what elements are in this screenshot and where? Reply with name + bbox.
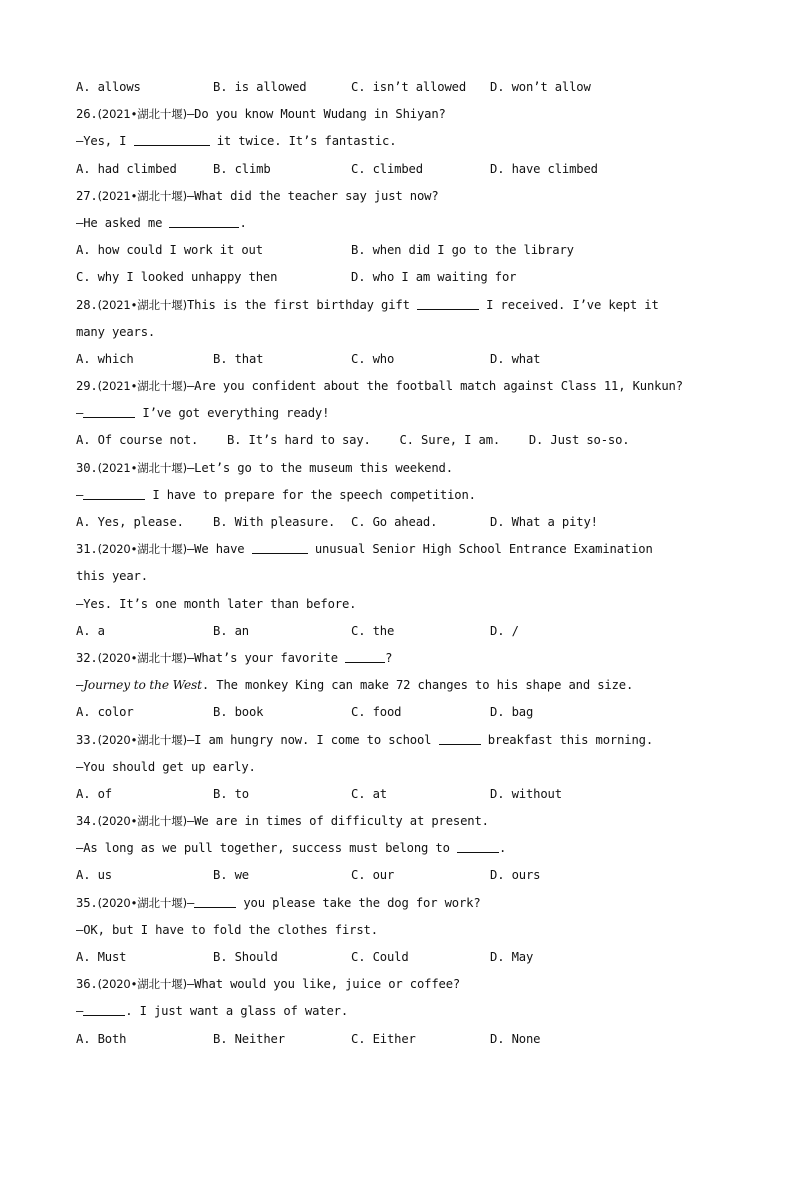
question-source: (2021•湖北十堰) xyxy=(97,460,187,475)
option-c: C. climbed xyxy=(351,161,423,176)
option-b: B. climb xyxy=(213,161,271,176)
answer-blank xyxy=(83,487,145,500)
option-d: D. ours xyxy=(490,868,541,883)
option-b: B. Should xyxy=(213,950,278,964)
option-a: A. us xyxy=(76,868,112,883)
answer-blank xyxy=(439,732,481,745)
q32-stem xyxy=(76,645,726,672)
q26-stem xyxy=(76,101,726,128)
option-a: A. allows xyxy=(76,80,141,94)
answer-blank xyxy=(457,840,499,853)
question-number: 31. xyxy=(76,542,98,557)
reply-text: —As long as we pull together, success must belong to xyxy=(76,841,450,856)
answer-blank xyxy=(417,297,479,310)
option-b: B. is allowed xyxy=(213,80,307,94)
q33-reply: —You should get up early. xyxy=(76,759,256,774)
reply-text: . I just want a glass of water. xyxy=(125,1004,348,1019)
option-b: B. when did I go to the library xyxy=(351,243,574,258)
option-a: A. of xyxy=(76,786,112,801)
option-c: C. Go ahead. xyxy=(351,515,438,529)
option-c: C. Could xyxy=(351,950,409,964)
option-a: A. Yes, please. xyxy=(76,515,184,529)
question-text: —I am hungry now. I come to school xyxy=(186,732,432,747)
option-d: D. without xyxy=(490,786,562,801)
question-number: 33. xyxy=(76,732,98,747)
option-b: B. book xyxy=(213,705,264,720)
option-c: C. our xyxy=(351,868,395,883)
q29-reply xyxy=(76,400,726,427)
option-b: B. Neither xyxy=(213,1031,285,1046)
option-d: D. None xyxy=(490,1031,541,1046)
option-d: D. bag xyxy=(490,705,534,720)
reply-text: — xyxy=(76,678,84,693)
q30-reply xyxy=(76,482,726,509)
option-d: D. May xyxy=(490,950,534,964)
exercise-page xyxy=(76,74,726,1053)
option-b: B. an xyxy=(213,623,249,638)
option-a: A. which xyxy=(76,351,134,366)
q31-reply: —Yes. It’s one month later than before. xyxy=(76,596,357,611)
reply-text: . The monkey King can make 72 changes to his shape and size. xyxy=(201,678,634,693)
answer-blank xyxy=(194,895,236,908)
question-text: —What would you like, juice or coffee? xyxy=(186,977,461,992)
question-text: This is the first birthday gift xyxy=(186,297,410,312)
answer-blank xyxy=(169,215,239,228)
option-a: A. Both xyxy=(76,1031,127,1046)
q31-stem xyxy=(76,536,726,563)
q36-options xyxy=(76,1026,726,1053)
reply-text: I have to prepare for the speech competition. xyxy=(152,487,476,502)
q30-stem xyxy=(76,455,726,482)
question-number: 34. xyxy=(76,814,98,829)
option-c: C. food xyxy=(351,705,402,720)
q35-options xyxy=(76,944,726,971)
option-c: C. who xyxy=(351,351,395,366)
q26-options xyxy=(76,156,726,183)
question-source: (2020•湖北十堰) xyxy=(97,895,187,910)
q30-options xyxy=(76,509,726,536)
option-a: A. how could I work it out xyxy=(76,243,263,258)
option-a: A. Must xyxy=(76,950,127,964)
question-source: (2020•湖北十堰) xyxy=(97,650,187,665)
q33-stem xyxy=(76,727,726,754)
question-text: ? xyxy=(385,650,393,665)
option-c: C. at xyxy=(351,786,387,801)
answer-blank xyxy=(345,650,385,663)
option-b: B. It’s hard to say. xyxy=(226,433,371,448)
q27-options-cd xyxy=(76,264,726,291)
question-text: you please take the dog for work? xyxy=(243,895,481,910)
option-b: B. to xyxy=(213,786,249,801)
question-number: 32. xyxy=(76,650,98,665)
question-number: 27. xyxy=(76,188,98,203)
question-text: I received. I’ve kept it xyxy=(486,297,659,312)
question-number: 26. xyxy=(76,107,98,122)
option-c: C. the xyxy=(351,623,395,638)
option-c: C. Sure, I am. xyxy=(399,433,501,448)
q29-stem xyxy=(76,373,726,400)
question-text: unusual Senior High School Entrance Examination xyxy=(314,542,653,557)
question-number: 29. xyxy=(76,379,98,394)
question-source: (2021•湖北十堰) xyxy=(97,297,187,312)
option-c: C. isn’t allowed xyxy=(351,80,466,94)
option-d: D. / xyxy=(490,623,519,638)
question-text: —We are in times of difficulty at present. xyxy=(186,814,489,829)
question-text: —Let’s go to the museum this weekend. xyxy=(186,460,453,475)
reply-text: — xyxy=(76,1004,84,1019)
q32-reply xyxy=(76,672,726,699)
question-text: —What did the teacher say just now? xyxy=(186,188,439,203)
question-source: (2020•湖北十堰) xyxy=(97,732,187,747)
option-d: D. have climbed xyxy=(490,161,598,176)
question-source: (2021•湖北十堰) xyxy=(97,107,187,122)
book-title: Journey to the West xyxy=(83,678,202,693)
question-source: (2020•湖北十堰) xyxy=(97,814,187,829)
option-a: A. color xyxy=(76,705,134,720)
answer-blank xyxy=(134,133,210,146)
reply-text: — xyxy=(76,406,84,421)
option-c: C. why I looked unhappy then xyxy=(76,270,278,285)
reply-text: . xyxy=(239,215,247,230)
q35-stem xyxy=(76,890,726,917)
option-a: A. had climbed xyxy=(76,161,177,176)
reply-text: —Yes, I xyxy=(76,134,127,149)
q34-reply xyxy=(76,835,726,862)
q35-reply: —OK, but I have to fold the clothes first. xyxy=(76,922,378,937)
question-number: 30. xyxy=(76,460,98,475)
option-b: B. we xyxy=(213,868,249,883)
q25-options xyxy=(76,74,726,101)
option-b: B. With pleasure. xyxy=(213,515,336,529)
q31-options xyxy=(76,618,726,645)
question-number: 36. xyxy=(76,977,98,992)
question-text: —We have xyxy=(186,542,245,557)
q27-reply xyxy=(76,210,726,237)
option-d: D. Just so-so. xyxy=(528,433,630,448)
q28-stem-cont: many years. xyxy=(76,324,156,339)
q34-options xyxy=(76,862,726,889)
reply-text: — xyxy=(76,487,84,502)
q31-stem-cont: this year. xyxy=(76,569,148,584)
q36-stem xyxy=(76,971,726,998)
reply-text: it twice. It’s fantastic. xyxy=(216,134,397,149)
option-d: D. what xyxy=(490,351,541,366)
question-number: 28. xyxy=(76,297,98,312)
option-a: A. a xyxy=(76,623,105,638)
q29-options xyxy=(76,427,726,454)
question-source: (2020•湖北十堰) xyxy=(97,542,187,557)
reply-text: . xyxy=(498,841,507,856)
option-c: C. Either xyxy=(351,1031,416,1046)
q33-options xyxy=(76,781,726,808)
question-number: 35. xyxy=(76,895,98,910)
option-d: D. who I am waiting for xyxy=(351,270,517,285)
reply-text: I’ve got everything ready! xyxy=(142,406,330,421)
answer-blank xyxy=(252,541,308,554)
q32-options xyxy=(76,699,726,726)
option-d: D. What a pity! xyxy=(490,515,598,529)
question-text: —Are you confident about the football match against Class 11, Kunkun? xyxy=(186,379,683,394)
q27-stem xyxy=(76,183,726,210)
option-d: D. won’t allow xyxy=(490,80,591,94)
question-text: — xyxy=(186,895,195,910)
option-b: B. that xyxy=(213,351,264,366)
q36-reply xyxy=(76,998,726,1025)
question-text: —Do you know Mount Wudang in Shiyan? xyxy=(186,107,446,122)
reply-text: —He asked me xyxy=(76,215,163,230)
question-source: (2021•湖北十堰) xyxy=(97,379,187,394)
q28-stem xyxy=(76,292,726,319)
option-a: A. Of course not. xyxy=(76,433,199,448)
q28-options xyxy=(76,346,726,373)
q27-options-ab xyxy=(76,237,726,264)
question-source: (2020•湖北十堰) xyxy=(97,977,187,992)
question-text: breakfast this morning. xyxy=(487,732,653,747)
question-source: (2021•湖北十堰) xyxy=(97,188,187,203)
q26-reply xyxy=(76,128,726,155)
q34-stem xyxy=(76,808,726,835)
question-text: —What’s your favorite xyxy=(186,650,338,665)
